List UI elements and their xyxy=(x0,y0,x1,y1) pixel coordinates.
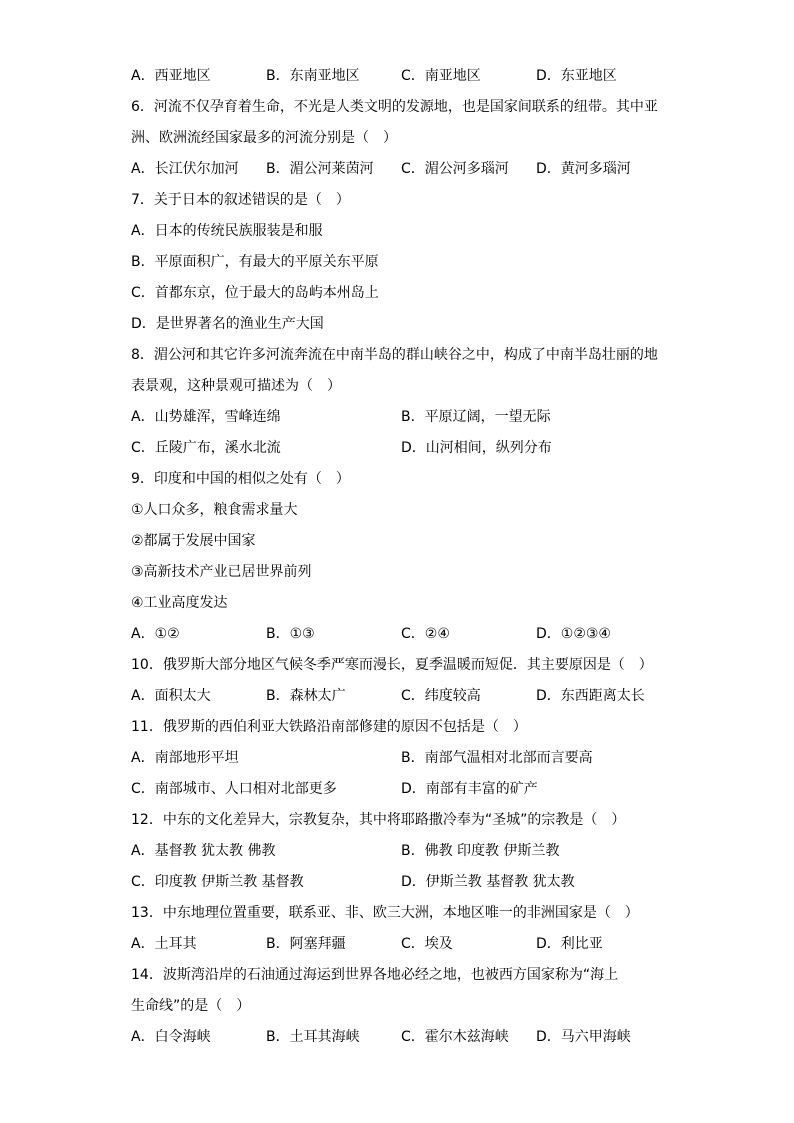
question-text: 13．中东地理位置重要，联系亚、非、欧三大洲，本地区唯一的非洲国家是（ ） xyxy=(131,905,639,921)
question-text: 12．中东的文化差异大，宗教复杂，其中将耶路撒冷奉为“圣城”的宗教是（ ） xyxy=(131,812,626,828)
answer-option: C．南亚地区 xyxy=(401,68,481,84)
question-text: ②都属于发展中国家 xyxy=(131,533,256,549)
question-text: 11．俄罗斯的西伯利亚大铁路沿南部修建的原因不包括是（ ） xyxy=(131,719,527,735)
answer-options-row xyxy=(131,868,671,899)
question-line xyxy=(131,372,671,403)
answer-option: C．埃及 xyxy=(401,936,453,952)
answer-options-row xyxy=(131,930,671,961)
answer-option: B．佛教 印度教 伊斯兰教 xyxy=(401,843,560,859)
answer-option: D．黄河多瑙河 xyxy=(536,161,631,177)
answer-option: A．西亚地区 xyxy=(131,68,211,84)
question-line xyxy=(131,527,671,558)
question-line xyxy=(131,961,671,992)
question-text: D．是世界著名的渔业生产大国 xyxy=(131,316,324,332)
answer-option: D．利比亚 xyxy=(536,936,603,952)
answer-options-row xyxy=(131,682,671,713)
question-line xyxy=(131,713,671,744)
answer-option: C．印度教 伊斯兰教 基督教 xyxy=(131,874,304,890)
question-line xyxy=(131,806,671,837)
question-line xyxy=(131,248,671,279)
answer-option: A．长江伏尔加河 xyxy=(131,161,239,177)
question-text: 10．俄罗斯大部分地区气候冬季严寒而漫长，夏季温暖而短促．其主要原因是（ ） xyxy=(131,657,653,673)
answer-option: B．土耳其海峡 xyxy=(266,1029,360,1045)
question-text: A．日本的传统民族服装是和服 xyxy=(131,223,323,239)
answer-option: C．②④ xyxy=(401,626,450,642)
question-line xyxy=(131,992,671,1023)
answer-option: C．湄公河多瑙河 xyxy=(401,161,509,177)
question-text: 14．波斯湾沿岸的石油通过海运到世界各地必经之地，也被西方国家称为“海上 xyxy=(131,967,619,983)
question-text: B．平原面积广，有最大的平原关东平原 xyxy=(131,254,379,270)
answer-options-row xyxy=(131,403,671,434)
question-line xyxy=(131,589,671,620)
question-line xyxy=(131,186,671,217)
question-text: C．首都东京，位于最大的岛屿本州岛上 xyxy=(131,285,379,301)
question-line xyxy=(131,341,671,372)
answer-option: D．山河相间，纵列分布 xyxy=(401,440,552,456)
answer-option: B．①③ xyxy=(266,626,315,642)
answer-option: B．阿塞拜疆 xyxy=(266,936,346,952)
answer-option: D．东亚地区 xyxy=(536,68,617,84)
answer-options-row xyxy=(131,744,671,775)
answer-options-row xyxy=(131,62,671,93)
answer-option: B．森林太广 xyxy=(266,688,346,704)
answer-option: B．湄公河莱茵河 xyxy=(266,161,374,177)
answer-option: D．东西距离太长 xyxy=(536,688,645,704)
answer-option: D．伊斯兰教 基督教 犹太教 xyxy=(401,874,575,890)
answer-option: C．纬度较高 xyxy=(401,688,481,704)
question-line xyxy=(131,279,671,310)
question-line xyxy=(131,558,671,589)
question-text: ①人口众多，粮食需求量大 xyxy=(131,502,298,518)
question-line xyxy=(131,496,671,527)
answer-option: B．东南亚地区 xyxy=(266,68,360,84)
question-text: 9．印度和中国的相似之处有（ ） xyxy=(131,471,350,487)
answer-options-row xyxy=(131,434,671,465)
answer-option: A．山势雄浑，雪峰连绵 xyxy=(131,409,281,425)
answer-option: A．基督教 犹太教 佛教 xyxy=(131,843,276,859)
answer-option: D．马六甲海峡 xyxy=(536,1029,631,1045)
question-line xyxy=(131,124,671,155)
answer-option: C．丘陵广布，溪水北流 xyxy=(131,440,281,456)
answer-option: D．①②③④ xyxy=(536,626,611,642)
question-line xyxy=(131,310,671,341)
answer-options-row xyxy=(131,1023,671,1054)
question-line xyxy=(131,217,671,248)
answer-options-row xyxy=(131,837,671,868)
question-line xyxy=(131,899,671,930)
question-text: ④工业高度发达 xyxy=(131,595,228,611)
answer-option: C．霍尔木兹海峡 xyxy=(401,1029,509,1045)
answer-option: A．土耳其 xyxy=(131,936,197,952)
answer-option: D．南部有丰富的矿产 xyxy=(401,781,538,797)
question-text: 生命线”的是（ ） xyxy=(131,998,251,1014)
answer-option: B．平原辽阔，一望无际 xyxy=(401,409,551,425)
answer-options-row xyxy=(131,620,671,651)
question-text: 洲、欧洲流经国家最多的河流分别是（ ） xyxy=(131,130,397,146)
answer-options-row xyxy=(131,775,671,806)
answer-option: C．南部城市、人口相对北部更多 xyxy=(131,781,337,797)
answer-option: A．①② xyxy=(131,626,180,642)
question-text: 表景观，这种景观可描述为（ ） xyxy=(131,378,341,394)
question-text: 7．关于日本的叙述错误的是（ ） xyxy=(131,192,350,208)
answer-option: A．南部地形平坦 xyxy=(131,750,239,766)
question-line xyxy=(131,465,671,496)
question-line xyxy=(131,93,671,124)
exam-page xyxy=(131,62,671,1054)
answer-option: B．南部气温相对北部而言要高 xyxy=(401,750,593,766)
question-text: 6．河流不仅孕育着生命，不光是人类文明的发源地，也是国家间联系的纽带。其中亚 xyxy=(131,99,658,115)
question-line xyxy=(131,651,671,682)
question-text: ③高新技术产业已居世界前列 xyxy=(131,564,312,580)
answer-option: A．白令海峡 xyxy=(131,1029,211,1045)
answer-options-row xyxy=(131,155,671,186)
question-text: 8．湄公河和其它许多河流奔流在中南半岛的群山峡谷之中，构成了中南半岛壮丽的地 xyxy=(131,347,658,363)
answer-option: A．面积太大 xyxy=(131,688,211,704)
